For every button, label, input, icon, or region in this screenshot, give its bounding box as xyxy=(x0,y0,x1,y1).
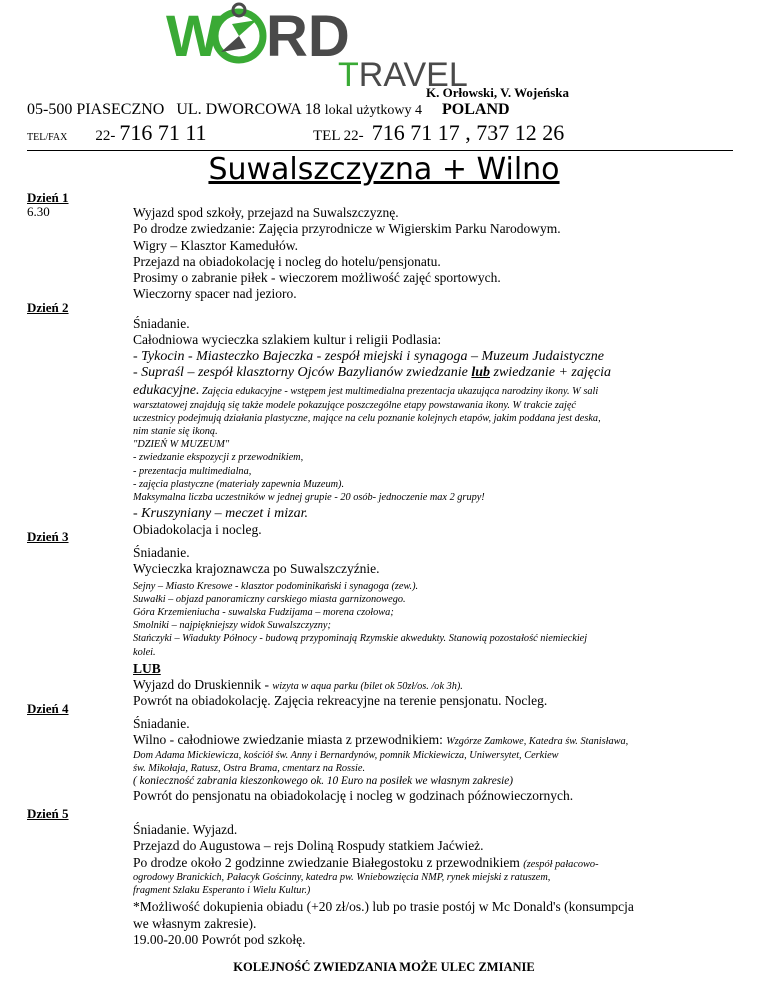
day-3-return: Powrót na obiadokolację. Zajęcia rekreacyjne na terenie pensjonatu. Nocleg. xyxy=(133,693,548,709)
day-2-dinner: Obiadokolacja i nocleg. xyxy=(133,522,262,538)
museum-item: - prezentacja multimedialna, xyxy=(133,465,252,477)
company-logo xyxy=(160,0,560,96)
unit: lokal użytkowy 4 xyxy=(324,103,422,118)
day-5-lunch: *Możliwość dokupienia obiadu (+20 zł/os.) lub po trasie postój w Mc Donald's (konsumpcja xyxy=(133,899,634,915)
day-1-line: Wieczorny spacer nad jezioro. xyxy=(133,286,297,302)
day-2-body xyxy=(133,316,733,539)
day-3-place: Smolniki – najpiękniejszy widok Suwalszczyzny; xyxy=(133,620,331,632)
day-3-intro: Wycieczka krajoznawcza po Suwalszczyźnie. xyxy=(133,561,380,577)
postal-city: 05-500 PIASECZNO xyxy=(27,101,165,118)
day-4-breakfast: Śniadanie. xyxy=(133,716,190,731)
day-4-return: Powrót do pensjonatu na obiadokolację i nocleg w godzinach późnowieczornych. xyxy=(133,788,574,804)
day-2-route-suprasl xyxy=(133,365,733,381)
day-3-druskienniki xyxy=(133,677,733,693)
vilnius-sights: św. Mikołaja, Ratusz, Ostra Brama, cmentarz na Rossie. xyxy=(133,762,366,774)
druskienniki-b: wizyta w aqua parku (bilet ok 50zł/os. /ok 3h). xyxy=(272,681,463,693)
tel-line xyxy=(313,120,564,146)
bialystok-b: (zespół pałacowo- xyxy=(523,858,599,870)
day-1-line: Wyjazd spod szkoły, przejazd na Suwalszczyznę. xyxy=(133,205,399,220)
edu-note: Zajęcia edukacyjne - wstępem jest multimedialna prezentacja ukazująca narodziny ikony. W sali xyxy=(199,385,599,397)
day-3-breakfast: Śniadanie. xyxy=(133,545,190,560)
footer-note: KOLEJNOŚĆ ZWIEDZANIA MOŻE ULEC ZMIANIE xyxy=(233,960,535,974)
edu-note: uczestnicy podejmują działania plastyczne, mające na celu poznanie kolejnych etapów, jakim poddana jest deska, xyxy=(133,412,601,424)
bialystok-sights: fragment Szlaku Esperanto i Wielu Kultur.) xyxy=(133,885,311,897)
day-4-label: Dzień 4 xyxy=(27,701,69,716)
bialystok-a: Po drodze około 2 godzinne zwiedzanie Białegostoku z przewodnikiem xyxy=(133,854,524,870)
street: UL. DWORCOWA 18 xyxy=(176,101,321,118)
museum-title: "DZIEŃ W MUZEUM" xyxy=(133,439,230,451)
day-5-breakfast: Śniadanie. Wyjazd. xyxy=(133,822,238,837)
day-3-label: Dzień 3 xyxy=(27,529,69,544)
day-1-time: 6.30 xyxy=(27,204,50,219)
druskienniki-a: Wyjazd do Druskiennik - xyxy=(133,677,273,693)
day-3-place: Sejny – Miasto Kresowe - klasztor podominikański i synagoga (zew.). xyxy=(133,580,419,592)
day-2-edu xyxy=(133,381,733,399)
day-5-label: Dzień 5 xyxy=(27,806,69,821)
country: POLAND xyxy=(442,101,510,118)
edu-note: warsztatowej znajdują się także modele pokazujące poszczególne etapy powstawania ikony. W trakcie zajęć xyxy=(133,399,576,411)
route-or: lub xyxy=(471,364,491,380)
owners: K. Orłowski, V. Wojeńska xyxy=(426,85,570,100)
route-suprasl-a: - Supraśl – zespół klasztorny Ojców Bazylianów zwiedzanie xyxy=(133,364,472,380)
day-1-line: Przejazd na obiadokolację i nocleg do hotelu/pensjonatu. xyxy=(133,253,441,269)
route-edu: edukacyjne. xyxy=(133,382,200,398)
day-1-line: Wigry – Klasztor Kamedułów. xyxy=(133,237,299,253)
address-line xyxy=(27,101,510,119)
logo-word-w: W xyxy=(166,4,221,69)
day-5-body xyxy=(133,822,733,948)
day-3-place: Suwałki – objazd panoramiczny carskiego miasta garnizonowego. xyxy=(133,593,406,605)
vilnius-sights: Dom Adama Mickiewicza, kościół św. Anny i Bernardynów, pomnik Mickiewicza, Uniwersytet, Cerkiew xyxy=(133,749,559,761)
tel-numbers: 716 71 17 , 737 12 26 xyxy=(371,120,565,145)
day-2-breakfast: Śniadanie. xyxy=(133,316,190,331)
day-2-label: Dzień 2 xyxy=(27,300,69,315)
day-1-label: Dzień 1 xyxy=(27,190,69,205)
page-title: Suwalszczyzna + Wilno xyxy=(208,152,560,187)
vilnius-a: Wilno - całodniowe zwiedzanie miasta z przewodnikiem: xyxy=(133,732,447,748)
museum-item: - zajęcia plastyczne (materiały zapewnia Muzeum). xyxy=(133,478,345,490)
day-5-bialystok xyxy=(133,855,733,871)
money-note: ( konieczność zabrania kieszonkowego ok. 10 Euro na posiłek we własnym zakresie) xyxy=(133,775,514,787)
day-4-body xyxy=(133,716,733,805)
telfax-number: 716 71 11 xyxy=(119,120,207,145)
day-3-place: Góra Krzemieniucha - suwalska Fudzijama – morena czołowa; xyxy=(133,607,394,618)
day-3-or: LUB xyxy=(133,660,161,676)
day-3-body xyxy=(133,545,733,710)
day-1-body xyxy=(133,205,733,303)
day-2-route-tykocin: - Tykocin - Miasteczko Bajeczka - zespół miejski i synagoga – Muzeum Judaistyczne xyxy=(133,348,604,364)
telfax-prefix: 22- xyxy=(95,128,116,144)
day-1-line: Po drodze zwiedzanie: Zajęcia przyrodnicze w Wigierskim Parku Narodowym. xyxy=(133,221,561,237)
day-3-place: Stańczyki – Wiadukty Północy - budową przypominają Rzymskie akwedukty. Stanowią pozostałość niemieckiej xyxy=(133,633,588,645)
day-2-intro: Całodniowa wycieczka szlakiem kultur i religii Podlasia: xyxy=(133,332,442,348)
day-3-place: kolei. xyxy=(133,646,156,658)
tel-label: TEL 22- xyxy=(313,128,364,144)
logo-travel: TRAVEL xyxy=(338,56,468,94)
day-5-return: 19.00-20.00 Powrót pod szkołę. xyxy=(133,931,306,947)
day-5-lunch: we własnym zakresie). xyxy=(133,915,257,931)
vilnius-b: Wzgórze Zamkowe, Katedra św. Stanisława, xyxy=(446,736,629,748)
route-suprasl-b: zwiedzanie + zajęcia xyxy=(490,364,612,380)
day-4-vilnius xyxy=(133,732,733,748)
day-1-line: Prosimy o zabranie piłek - wieczorem możliwość zajęć sportowych. xyxy=(133,270,501,286)
phone-line xyxy=(27,120,207,146)
day-2-kruszyniany: - Kruszyniany – meczet i mizar. xyxy=(133,506,308,522)
max-participants-note: Maksymalna liczba uczestników w jednej grupie - 20 osób- jednoczenie max 2 grupy! xyxy=(133,492,485,504)
museum-item: - zwiedzanie ekspozycji z przewodnikiem, xyxy=(133,452,304,464)
bialystok-sights: ogrodowy Branickich, Pałacyk Gościnny, katedra pw. Wniebowzięcia NMP, rynek miejski z ratuszem, xyxy=(133,871,551,883)
header-divider xyxy=(27,150,733,151)
edu-note: nim stanie się ikoną. xyxy=(133,426,218,437)
telfax-label: TEL/FAX xyxy=(27,132,68,143)
logo-word-rd: RD xyxy=(266,4,350,69)
day-5-augustow: Przejazd do Augustowa – rejs Doliną Rospudy statkiem Jaćwież. xyxy=(133,838,484,854)
compass-icon xyxy=(215,4,263,60)
